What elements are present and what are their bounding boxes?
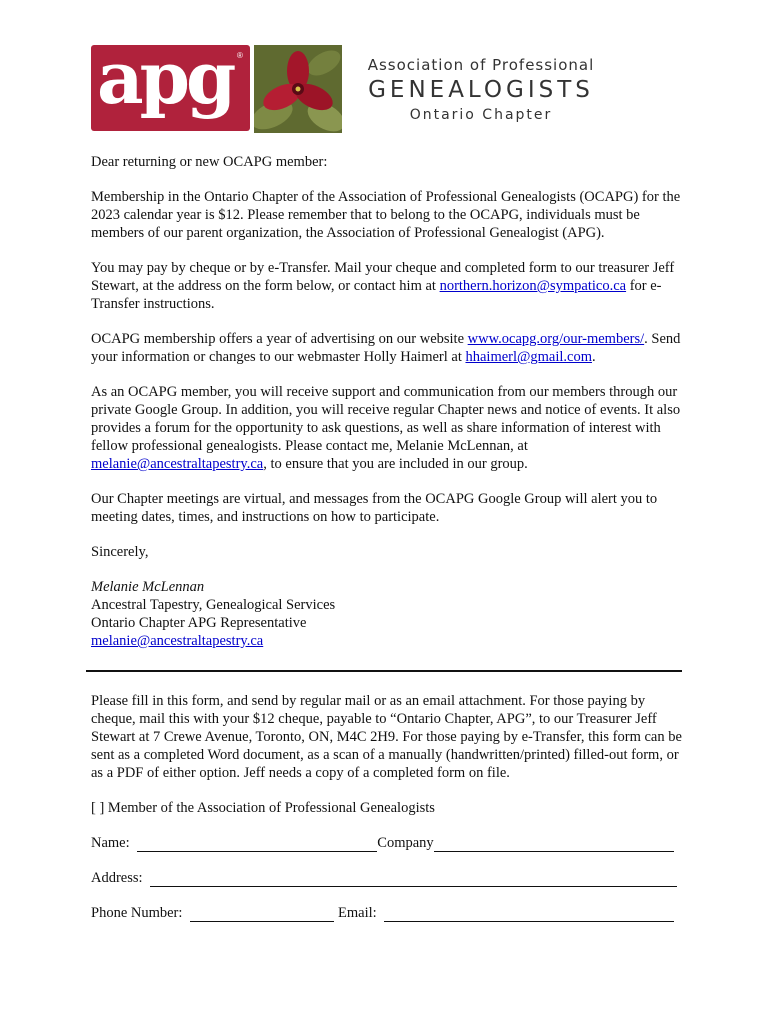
name-label: Name: [91,835,134,851]
treasurer-email-link[interactable]: northern.horizon@sympatico.ca [439,278,627,294]
form-instructions: Please fill in this form, and send by regular mail or as an email attachment. For those paying by cheque, mail this with your $12 cheque, payable to “Ontario Chapter, APG”, to our Treasurer Jeff Stewart at 7 Crewe Avenue, Toronto, ON, M4C 2H9. For those paying by e-Transfer, this form can be sent as a completed Word document, as a scan of a manually (handwritten/printed) filled-out form, or as a PDF of either option. Jeff needs a copy of a completed form on file. [91,693,682,781]
signer-email-link[interactable]: melanie@ancestraltapestry.ca [91,633,264,649]
company-field[interactable] [434,837,674,852]
google-group-paragraph: As an OCAPG member, you will receive support and communication from our members through our private Google Group. In addition, you will receive regular Chapter news and notice of events. It also provides a forum for the opportunity to ask questions, as well as share information of interest with fellow professional genealogists. Please contact me, Melanie McLennan, at melanie@ancestraltapestry.ca, to ensure that you are included in our group. [91,384,681,472]
member-checkbox-label: Member of the Association of Professional Genealogists [107,800,435,816]
apg-logo-mark: apg [97,45,233,120]
apg-logo [91,45,250,131]
phone-label: Phone Number: [91,905,187,921]
webmaster-email-link[interactable]: hhaimerl@gmail.com [465,349,592,365]
representative-email-link[interactable]: melanie@ancestraltapestry.ca [91,456,264,472]
greeting: Dear returning or new OCAPG member: [91,154,328,170]
website-link[interactable]: www.ocapg.org/our-members/ [467,331,645,347]
signer-company: Ancestral Tapestry, Genealogical Services [91,597,336,613]
address-field[interactable] [150,872,677,887]
membership-paragraph: Membership in the Ontario Chapter of the Association of Professional Genealogists (OCAPG) for the 2023 calendar year is $12. Please remember that to belong to the OCAPG, individuals must be members of our parent organization, the Association of Professional Genealogist (APG). [91,189,681,241]
letter-body [91,153,691,650]
closing: Sincerely, [91,544,149,560]
registered-mark: ® [237,51,243,60]
organization-name [361,55,601,125]
meetings-paragraph: Our Chapter meetings are virtual, and messages from the OCAPG Google Group will alert you to meeting dates, times, and instructions on how to participate. [91,491,658,525]
name-field[interactable] [137,837,377,852]
address-row [91,869,691,887]
member-checkbox-row [91,799,691,817]
phone-field[interactable] [190,907,334,922]
email-label: Email: [338,905,381,921]
advertising-paragraph: OCAPG membership offers a year of advertising on our website www.ocapg.org/our-members/. Send your information or changes to our webmaster Holly Haimerl at hhaimerl@gmail.com. [91,331,681,365]
address-label: Address: [91,870,147,886]
membership-form [91,692,691,939]
company-label: Company [377,835,434,851]
email-field[interactable] [384,907,674,922]
org-name-line3: Ontario Chapter [409,107,553,123]
signer-role: Ontario Chapter APG Representative [91,615,307,631]
payment-paragraph: You may pay by cheque or by e-Transfer. Mail your cheque and completed form to our treasurer Jeff Stewart, at the address on the form below, or contact him at northern.horizon@sympatico.ca for e-Transfer instructions. [91,260,675,312]
org-name-line1: Association of Professional [367,56,595,74]
member-checkbox[interactable]: [ ] [91,800,105,816]
letterhead [91,45,611,135]
trillium-flower-icon [254,45,342,133]
phone-email-row [91,904,691,922]
signer-name: Melanie McLennan [91,579,205,595]
section-divider [86,670,682,672]
org-name-line2: GENEALOGISTS [368,77,594,103]
name-company-row [91,834,691,852]
